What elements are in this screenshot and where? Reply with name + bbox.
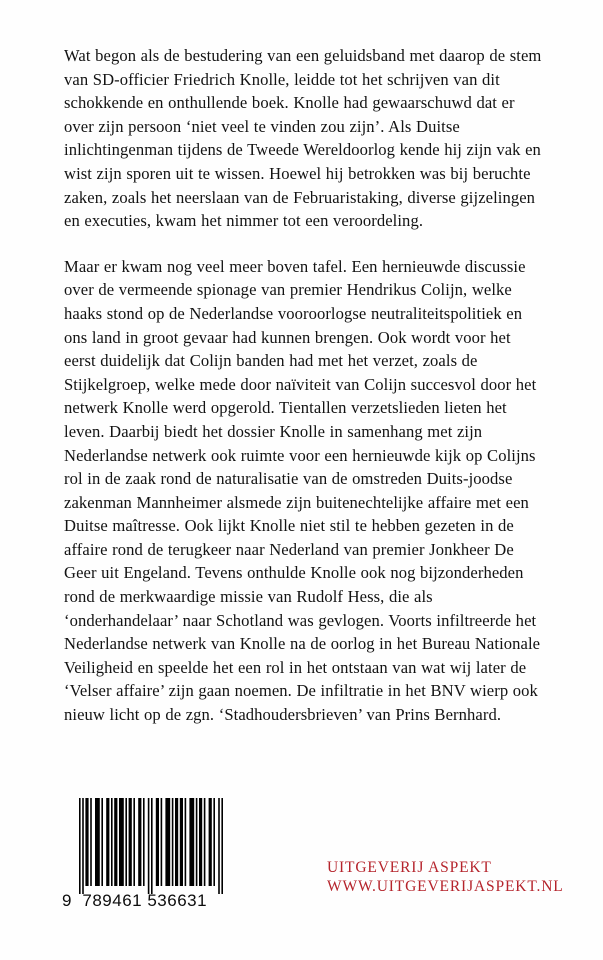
barcode-block bbox=[62, 798, 222, 910]
blurb-paragraph-2: Maar er kwam nog veel meer boven tafel. Een hernieuwde discussie over de vermeende spionage van premier Hendrikus Colijn, welke haaks stond op de Nederlandse vooroorlogse neutraliteitspolitiek en ons land in groot gevaar had kunnen brengen. Ook wordt voor het eerst duidelijk dat Colijn banden had met het verzet, zoals de Stijkelgroep, welke mede door naïviteit van Colijn succesvol door het netwerk Knolle werd opgerold. Tientallen verzetslieden lieten het leven. Daarbij biedt het dossier Knolle in samenhang met zijn Nederlandse netwerk ook ruimte voor een hernieuwde kijk op Colijns rol in de zaak rond de naturalisatie van de omstreden Duits-joodse zakenman Mannheimer alsmede zijn buitenechtelijke affaire met een Duitse maîtresse. Ook lijkt Knolle niet stil te hebben gezeten in de affaire rond de terugkeer naar Nederland van premier Jonkheer De Geer uit Engeland. Tevens onthulde Knolle ook nog bijzonderheden rond de merkwaardige missie van Rudolf Hess, die als ‘onderhandelaar’ naar Schotland was gevlogen. Voorts infiltreerde het Nederlandse netwerk van Knolle na de oorlog in het Bureau Nationale Veiligheid en speelde het een rol in het ontstaan van wat wij later de ‘Velser affaire’ zijn gaan noemen. De infiltratie in het BNV wierp ook nieuw licht op de zgn. ‘Stadhoudersbrieven’ van Prins Bernhard. bbox=[64, 256, 541, 725]
publisher-name: UITGEVERIJ ASPEKT bbox=[327, 859, 492, 876]
blurb-paragraph-1: Wat begon als de bestudering van een geluidsband met daarop de stem van SD-officier Friedrich Knolle, leidde tot het schrijven van dit schokkende en onthullende boek. Knolle had gewaarschuwd dat er over zijn persoon ‘niet veel te vinden zou zijn’. Als Duitse inlichtingenman tijdens de Tweede Wereldoorlog kende hij zijn vak en wist zijn sporen uit te wissen. Hoewel hij betrokken was bij beruchte zaken, zoals het neerslaan van de Februaristaking, diverse gijzelingen en executies, kwam het nimmer tot een veroordeling. bbox=[64, 46, 542, 231]
barcode-ean13-icon bbox=[79, 798, 225, 894]
publisher-imprint bbox=[327, 858, 564, 896]
publisher-website-url[interactable]: WWW.UITGEVERIJASPEKT.NL bbox=[327, 878, 564, 895]
blurb-text-block bbox=[64, 44, 542, 727]
barcode-digits: 9 789461 536631 bbox=[62, 891, 208, 910]
